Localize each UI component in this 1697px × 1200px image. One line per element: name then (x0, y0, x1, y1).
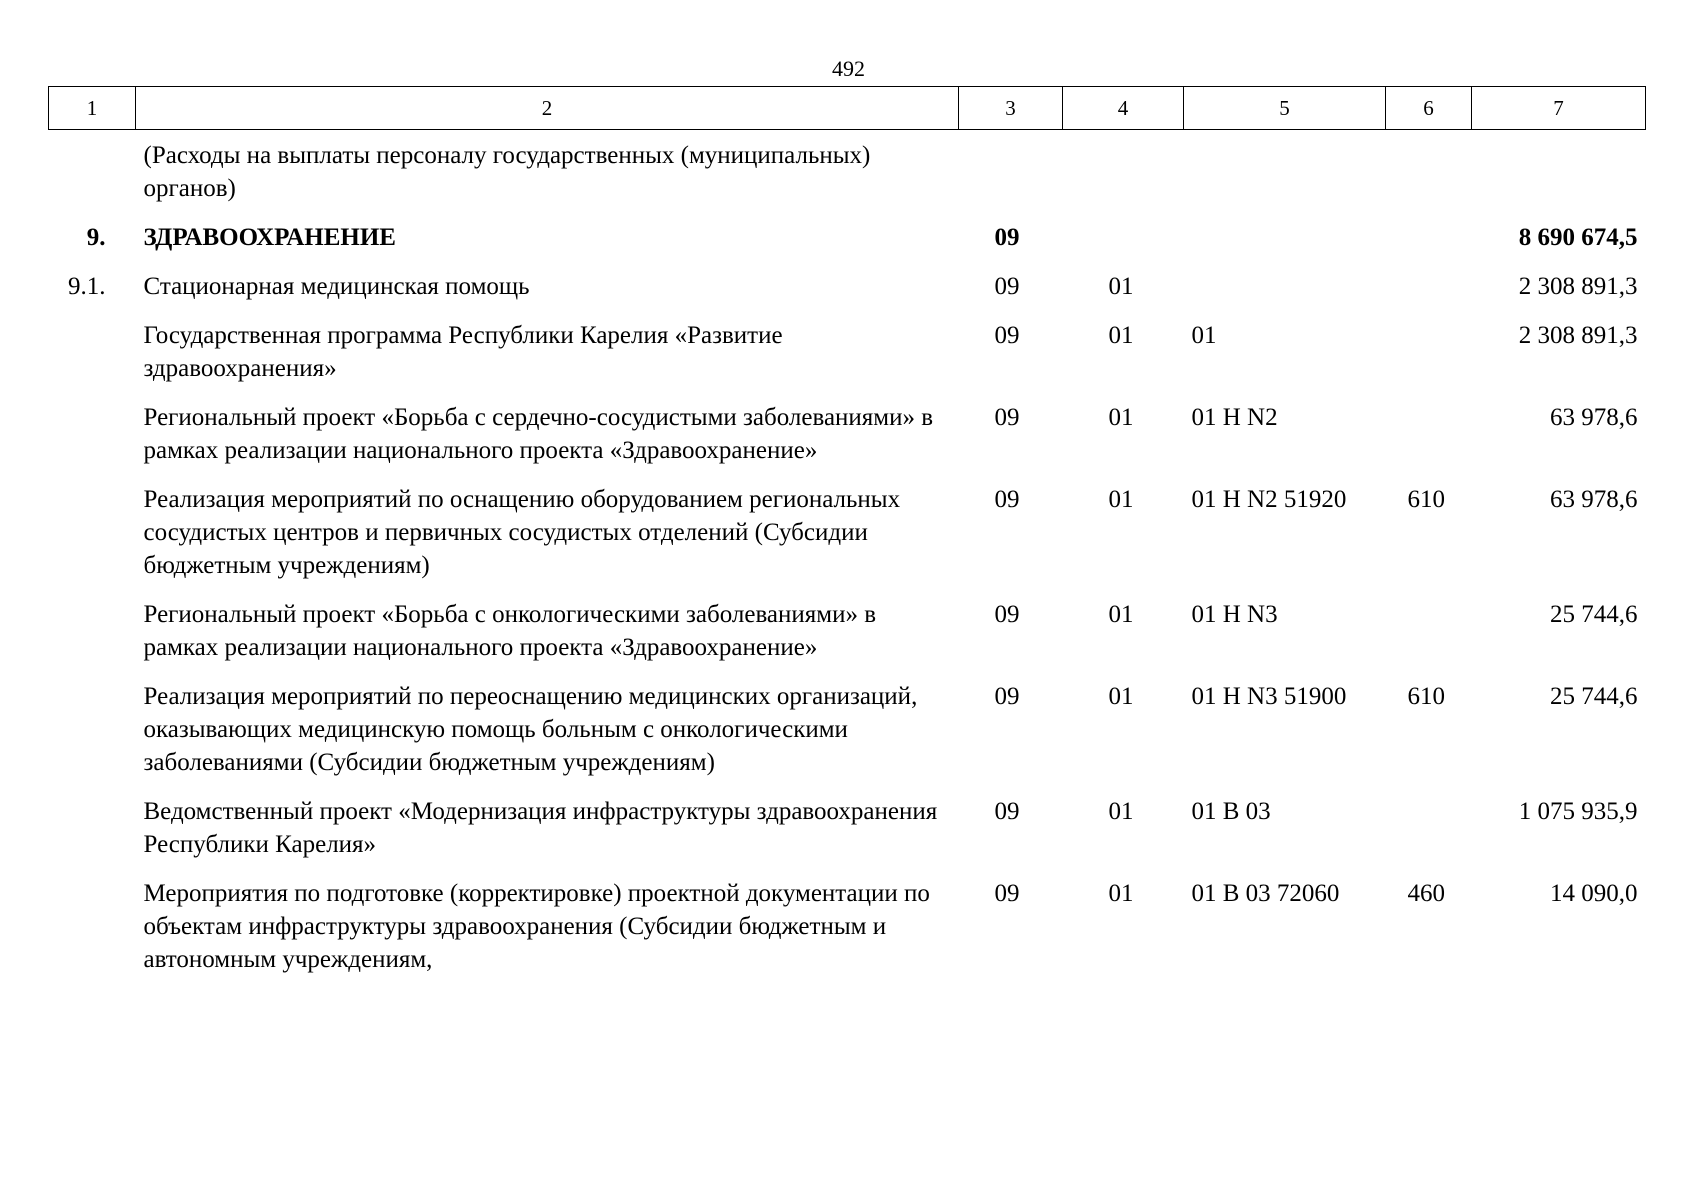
row-name: Реализация мероприятий по оснащению оборудованием региональных сосудистых центров и первичных сосудистых отделений (Субсидии бюджетным учреждениям) (143, 486, 901, 579)
row-razdel: 09 (994, 224, 1020, 251)
row-vr (1386, 795, 1472, 877)
row-number (49, 877, 136, 992)
row-podrazdel: 01 (1108, 322, 1134, 349)
row-csr: 01 Н N2 (1191, 404, 1278, 431)
row-podrazdel: 01 (1108, 798, 1134, 825)
row-name: Региональный проект «Борьба с сердечно-сосудистыми заболеваниями» в рамках реализации национального проекта «Здравоохранение» (143, 404, 934, 464)
row-razdel: 09 (994, 322, 1020, 349)
row-csr (1184, 221, 1386, 270)
row-csr: 01 В 03 (1191, 798, 1271, 825)
row-podrazdel: 01 (1108, 486, 1134, 513)
row-vr (1386, 401, 1472, 483)
row-sum: 25 744,6 (1550, 601, 1638, 628)
row-podrazdel: 01 (1108, 404, 1134, 431)
table-row (49, 401, 1646, 483)
row-name: Стационарная медицинская помощь (143, 273, 530, 300)
row-csr: 01 В 03 72060 (1191, 880, 1340, 907)
row-csr: 01 Н N2 51920 (1191, 486, 1347, 513)
row-vr (1386, 130, 1472, 222)
row-number: 9. (86, 224, 106, 251)
row-sum: 63 978,6 (1550, 404, 1638, 431)
row-razdel (959, 130, 1063, 222)
row-razdel: 09 (994, 404, 1020, 431)
row-vr (1386, 221, 1472, 270)
row-number (49, 795, 136, 877)
row-sum: 2 308 891,3 (1518, 322, 1638, 349)
row-vr: 610 (1407, 683, 1445, 710)
table-row (49, 598, 1646, 680)
row-sum: 2 308 891,3 (1518, 273, 1638, 300)
row-podrazdel (1063, 130, 1184, 222)
row-podrazdel (1063, 221, 1184, 270)
row-number: 9.1. (68, 273, 106, 300)
row-vr (1386, 270, 1472, 319)
row-number (49, 130, 136, 222)
row-csr (1184, 270, 1386, 319)
row-vr (1386, 319, 1472, 401)
row-vr (1386, 598, 1472, 680)
row-podrazdel: 01 (1108, 273, 1134, 300)
row-razdel: 09 (994, 601, 1020, 628)
row-number (49, 319, 136, 401)
budget-table (48, 86, 1646, 992)
table-row (49, 483, 1646, 598)
table-row (49, 270, 1646, 319)
row-podrazdel: 01 (1108, 601, 1134, 628)
row-sum: 14 090,0 (1550, 880, 1638, 907)
table-row (49, 221, 1646, 270)
header-col-5: 5 (1184, 87, 1386, 130)
header-col-6: 6 (1386, 87, 1472, 130)
row-csr (1184, 130, 1386, 222)
row-sum: 63 978,6 (1550, 486, 1638, 513)
row-razdel: 09 (994, 880, 1020, 907)
table-row (49, 319, 1646, 401)
row-number (49, 598, 136, 680)
row-vr: 610 (1407, 486, 1445, 513)
row-name: ЗДРАВООХРАНЕНИЕ (143, 224, 396, 251)
table-row (49, 877, 1646, 992)
page-number: 492 (832, 56, 865, 81)
table-row (49, 130, 1646, 222)
header-col-2: 2 (136, 87, 959, 130)
row-number (49, 680, 136, 795)
table-row (49, 795, 1646, 877)
row-name: Реализация мероприятий по переоснащению медицинских организаций, оказывающих медицинскую помощь больным с онкологическими заболеваниями (Субсидии бюджетным учреждениям) (143, 683, 918, 776)
row-sum: 1 075 935,9 (1518, 798, 1638, 825)
row-razdel: 09 (994, 798, 1020, 825)
row-name: (Расходы на выплаты персоналу государственных (муниципальных) органов) (143, 142, 871, 202)
row-name: Ведомственный проект «Модернизация инфраструктуры здравоохранения Республики Карелия» (143, 798, 938, 858)
header-col-7: 7 (1472, 87, 1646, 130)
row-razdel: 09 (994, 683, 1020, 710)
row-sum: 25 744,6 (1550, 683, 1638, 710)
row-razdel: 09 (994, 486, 1020, 513)
header-col-1: 1 (49, 87, 136, 130)
row-name: Мероприятия по подготовке (корректировке) проектной документации по объектам инфраструктуры здравоохранения (Субсидии бюджетным и автономным учреждениям, (143, 880, 930, 973)
row-sum (1472, 130, 1646, 222)
row-csr: 01 (1191, 322, 1217, 349)
row-vr: 460 (1407, 880, 1445, 907)
header-col-3: 3 (959, 87, 1063, 130)
row-name: Государственная программа Республики Карелия «Развитие здравоохранения» (143, 322, 783, 382)
table-header (49, 87, 1646, 130)
table-row (49, 680, 1646, 795)
table-body (49, 130, 1646, 993)
row-podrazdel: 01 (1108, 683, 1134, 710)
header-row (49, 87, 1646, 130)
row-sum: 8 690 674,5 (1518, 224, 1638, 251)
row-csr: 01 Н N3 (1191, 601, 1278, 628)
row-razdel: 09 (994, 273, 1020, 300)
row-number (49, 483, 136, 598)
row-name: Региональный проект «Борьба с онкологическими заболеваниями» в рамках реализации национального проекта «Здравоохранение» (143, 601, 877, 661)
row-number (49, 401, 136, 483)
header-col-4: 4 (1063, 87, 1184, 130)
row-csr: 01 Н N3 51900 (1191, 683, 1347, 710)
row-podrazdel: 01 (1108, 880, 1134, 907)
